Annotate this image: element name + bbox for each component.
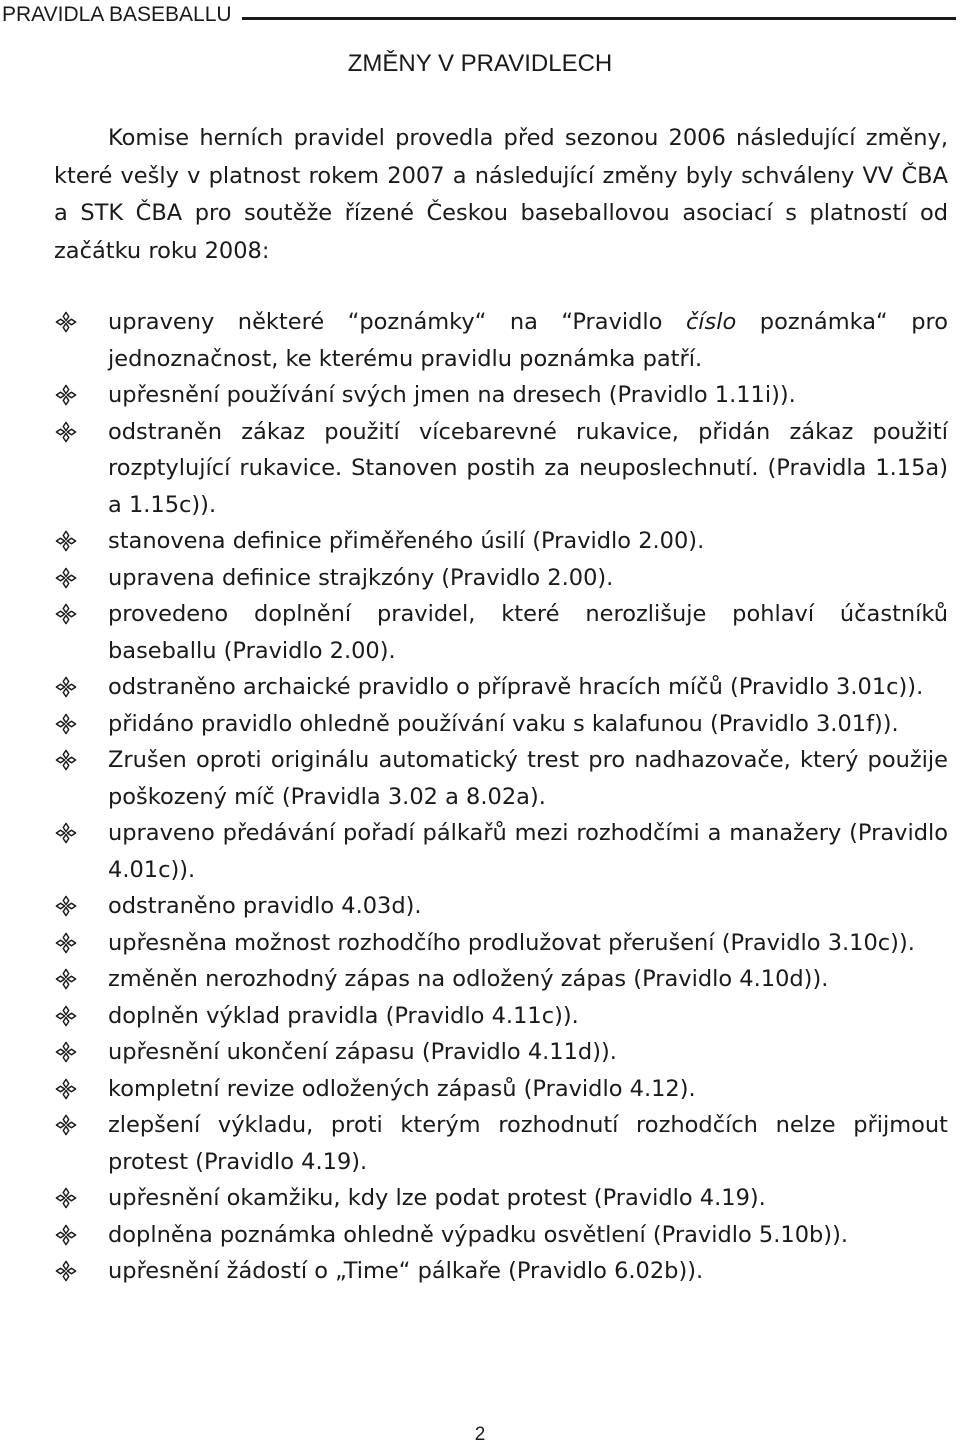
- change-item: [54, 1217, 948, 1254]
- change-item: [54, 414, 948, 524]
- change-text: odstraněno pravidlo 4.03d).: [108, 893, 422, 919]
- change-text: přidáno pravidlo ohledně používání vaku s kalafunou (Pravidlo 3.01f)).: [108, 710, 899, 737]
- change-item: [54, 560, 948, 597]
- four-petal-diamond-icon: [54, 1073, 78, 1105]
- four-petal-diamond-icon: [54, 708, 78, 740]
- four-petal-diamond-icon: [54, 963, 78, 995]
- four-petal-diamond-icon: [54, 1182, 78, 1214]
- four-petal-diamond-icon: [54, 927, 78, 959]
- change-item: [54, 1107, 948, 1180]
- change-text: upřesnění okamžiku, kdy lze podat protest (Pravidlo 4.19).: [108, 1185, 766, 1211]
- change-item: [54, 1034, 948, 1071]
- change-item: [54, 1180, 948, 1217]
- change-item: [54, 596, 948, 669]
- change-text: upraveno předávání pořadí pálkařů mezi rozhodčími a manažery (Pravidlo 4.01c)).: [108, 820, 948, 883]
- four-petal-diamond-icon: [54, 671, 78, 703]
- change-text: Zrušen oproti originálu automatický trest pro nadhazovače, který použije poškozený míč (Pravidla 3.02 a 8.02a).: [108, 747, 948, 810]
- four-petal-diamond-icon: [54, 1255, 78, 1287]
- four-petal-diamond-icon: [54, 890, 78, 922]
- four-petal-diamond-icon: [54, 416, 78, 448]
- change-item: [54, 742, 948, 815]
- change-text: upřesnění používání svých jmen na dresech (Pravidlo 1.11i)).: [108, 382, 796, 408]
- change-text-tail: poznámka“ pro jednoznačnost, ke kterému pravidlu poznámka patří.: [108, 309, 948, 372]
- change-text: upravena definice strajkzóny (Pravidlo 2.00).: [108, 564, 614, 591]
- change-text: doplněn výklad pravidla (Pravidlo 4.11c)).: [108, 1002, 579, 1029]
- change-text: upraveny některé “poznámky“ na “Pravidlo: [108, 309, 686, 335]
- four-petal-diamond-icon: [54, 1036, 78, 1068]
- changes-list: [54, 304, 948, 1290]
- four-petal-diamond-icon: [54, 598, 78, 630]
- change-text: provedeno doplnění pravidel, které nerozlišuje pohlaví účastníků baseballu (Pravidlo 2.00).: [108, 601, 948, 664]
- change-item: [54, 998, 948, 1035]
- change-item: [54, 523, 948, 560]
- change-text: doplněna poznámka ohledně výpadku osvětlení (Pravidlo 5.10b)).: [108, 1221, 848, 1248]
- four-petal-diamond-icon: [54, 744, 78, 776]
- four-petal-diamond-icon: [54, 1219, 78, 1251]
- intro-paragraph: Komise herních pravidel provedla před sezonou 2006 následující změny, které vešly v platnost rokem 2007 a následující změny byly schváleny VV ČBA a STK ČBA pro soutěže řízené Českou baseballovou asociací s platností od začátku roku 2008:: [54, 125, 948, 264]
- change-text: upřesnění žádostí o „Time“ pálkaře (Pravidlo 6.02b)).: [108, 1258, 704, 1284]
- page-title: ZMĚNY V PRAVIDLECH: [347, 50, 613, 77]
- change-item: [54, 1253, 948, 1290]
- change-item: [54, 888, 948, 925]
- change-item: [54, 1071, 948, 1108]
- change-text: kompletní revize odložených zápasů (Pravidlo 4.12).: [108, 1075, 696, 1102]
- change-text: odstraněno archaické pravidlo o přípravě hracích míčů (Pravidlo 3.01c)).: [108, 674, 924, 700]
- change-item: [54, 669, 948, 706]
- change-text: zlepšení výkladu, proti kterým rozhodnutí rozhodčích nelze přijmout protest (Pravidlo 4.19).: [108, 1112, 948, 1175]
- change-item: [54, 815, 948, 888]
- page-number: 2: [474, 1424, 486, 1445]
- four-petal-diamond-icon: [54, 306, 78, 338]
- change-item: [54, 304, 948, 377]
- change-item: [54, 706, 948, 743]
- running-header-title: PRAVIDLA BASEBALLU: [2, 3, 232, 26]
- four-petal-diamond-icon: [54, 1109, 78, 1141]
- change-text: změněn nerozhodný zápas na odložený zápas (Pravidlo 4.10d)).: [108, 966, 829, 992]
- four-petal-diamond-icon: [54, 1000, 78, 1032]
- header-rule: [242, 17, 956, 20]
- change-text: stanovena definice přiměřeného úsilí (Pravidlo 2.00).: [108, 528, 705, 554]
- four-petal-diamond-icon: [54, 379, 78, 411]
- running-header: [0, 0, 960, 26]
- change-item: [54, 961, 948, 998]
- change-text: upřesnění ukončení zápasu (Pravidlo 4.11d)).: [108, 1039, 617, 1065]
- change-item: [54, 377, 948, 414]
- four-petal-diamond-icon: [54, 525, 78, 557]
- change-item: [54, 925, 948, 962]
- change-text: odstraněn zákaz použití vícebarevné rukavice, přidán zákaz použití rozptylující rukavice. Stanoven postih za neuposlechnutí. (Pravidla 1.15a) a 1.15c)).: [108, 418, 948, 518]
- four-petal-diamond-icon: [54, 817, 78, 849]
- four-petal-diamond-icon: [54, 562, 78, 594]
- change-text: upřesněna možnost rozhodčího prodlužovat přerušení (Pravidlo 3.10c)).: [108, 929, 915, 956]
- change-text-emphasis: číslo: [685, 309, 737, 335]
